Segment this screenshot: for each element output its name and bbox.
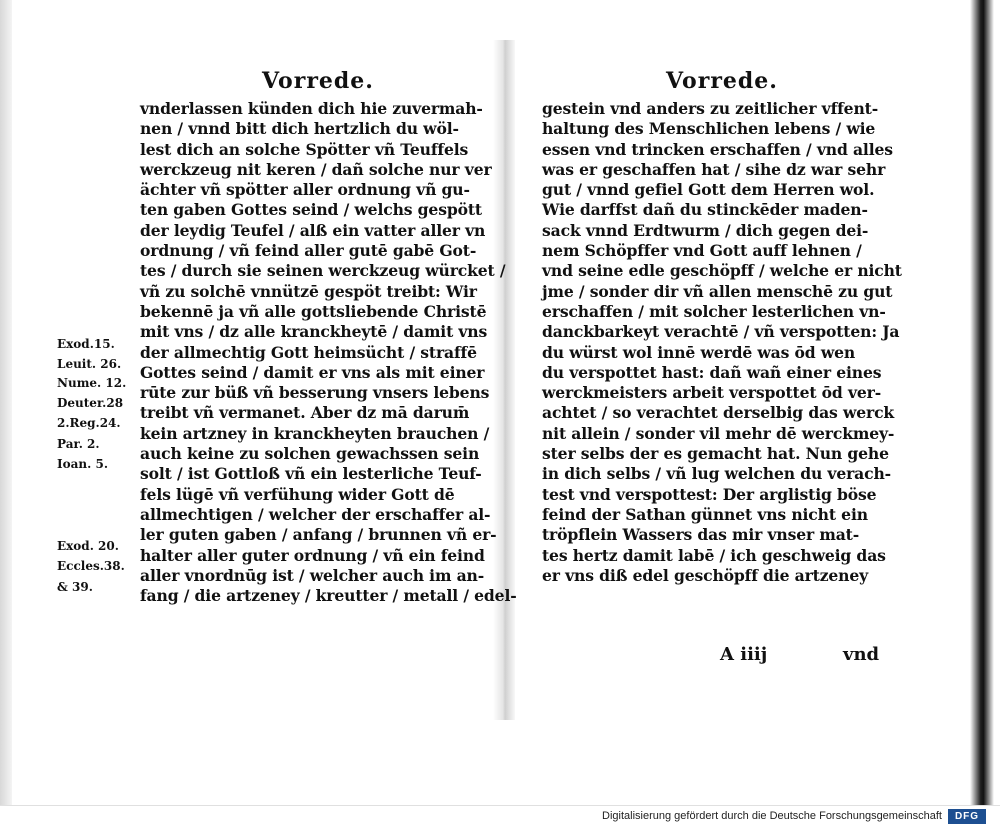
right-text-line: ster selbs der es gemacht hat. Nun gehe (542, 444, 889, 464)
right-text-line: sack vnnd Erdtwurm / dich gegen dei- (542, 220, 869, 240)
signature-mark: A iiij (720, 644, 768, 665)
margin-note: Exod.15. (57, 337, 115, 351)
left-text-line: solt / ist Gottloß vñ ein lesterliche Teuf- (140, 464, 482, 484)
right-text-line: tes hertz damit labē / ich geschweig das (542, 545, 886, 565)
right-text-line: was er geschaffen hat / sihe dz war sehr (542, 159, 886, 179)
left-text-line: der allmechtig Gott heimsücht / straffē (140, 342, 477, 362)
left-text-line: ächter vñ spötter aller ordnung vñ gu- (140, 180, 470, 200)
left-text-line: lest dich an solche Spötter vñ Teuffels (140, 139, 469, 159)
left-text-line: mit vns / dz alle kranckheytē / damit vns (140, 322, 488, 342)
right-running-head: Vorrede. (666, 68, 778, 94)
right-text-line: in dich selbs / vñ lug welchen du verach- (542, 464, 891, 484)
left-text-line: kein artzney in kranckheyten brauchen / (140, 423, 490, 443)
left-text-line: rūte zur büß vñ besserung vnsers lebens (140, 383, 490, 403)
right-text-line: du verspottet hast: dañ wañ einer eines (542, 362, 882, 382)
left-text-line: auch keine zu solchen gewachssen sein (140, 444, 480, 464)
right-text-line: nit allein / sonder vil mehr dē werckmey- (542, 423, 895, 443)
catchword: vnd (843, 644, 880, 665)
margin-note: Deuter.28 (57, 396, 124, 410)
left-margin-notes (57, 0, 137, 828)
left-text-line: der leydig Teufel / alß ein vatter aller vn (140, 220, 486, 240)
right-text-line: gestein vnd anders zu zeitlicher vffent- (542, 99, 879, 118)
right-text-line: test vnd verspottest: Der arglistig böse (542, 484, 877, 504)
left-text-line: nen / vnnd bitt dich hertzlich du wöl- (140, 119, 459, 139)
margin-note: Ioan. 5. (57, 457, 108, 471)
right-text-line: nem Schöpffer vnd Gott auff lehnen / (542, 241, 862, 261)
left-text-line: allmechtigen / welcher der erschaffer al- (140, 504, 491, 524)
signature-row (720, 644, 767, 665)
right-text-line: haltung des Menschlichen lebens / wie (542, 119, 876, 139)
left-text-line: vñ zu solchē vnnützē gespöt treibt: Wir (140, 281, 477, 301)
margin-note: Exod. 20. (57, 539, 119, 553)
left-text-line: ordnung / vñ feind aller gutē gabē Got- (140, 241, 477, 261)
left-text-line: werckzeug nit keren / dañ solche nur ver (140, 159, 492, 179)
right-text-line: werckmeisters arbeit verspottet ōd ver- (542, 383, 882, 403)
right-text-line: achtet / so verachtet derselbig das werck (542, 403, 895, 423)
left-text-line: fang / die artzeney / kreutter / metall / edel- (140, 586, 517, 606)
catchword-row (843, 644, 879, 665)
left-text-line: Gottes seind / damit er vns als mit einer (140, 362, 485, 382)
left-text-line: treibt vñ vermanet. Aber dz mā darum̄ (140, 403, 470, 423)
margin-note: & 39. (57, 580, 93, 594)
right-text-line: du würst wol innē werdē was ōd wen (542, 342, 856, 362)
scan-edge-right (970, 0, 1000, 828)
left-text-line: tes / durch sie seinen werckzeug würcket / (140, 261, 506, 281)
right-text-line: erschaffen / mit solcher lesterlichen vn- (542, 301, 886, 321)
right-text-line: jme / sonder dir vñ allen menschē zu gut (542, 281, 893, 301)
right-page-text (542, 99, 902, 586)
margin-note: 2.Reg.24. (57, 416, 121, 430)
left-page-text (140, 99, 517, 606)
left-text-line: vnderlassen künden dich hie zuvermah- (140, 99, 483, 118)
right-text-line: tröpflein Wassers das mir vnser mat- (542, 525, 860, 545)
left-text-line: ten gaben Gottes seind / welchs gespött (140, 200, 482, 220)
footer-credit: Digitalisierung gefördert durch die Deutsche Forschungsgemeinschaft (602, 810, 942, 822)
right-text-line: er vns diß edel geschöpff die artzeney (542, 565, 869, 585)
dfg-logo: DFG (948, 809, 986, 824)
digitization-footer (0, 805, 1000, 828)
right-text-line: vnd seine edle geschöpff / welche er nicht (542, 261, 902, 281)
scan-edge-left (0, 0, 12, 828)
right-text-line: feind der Sathan günnet vns nicht ein (542, 504, 868, 524)
left-text-line: bekennē ja vñ alle gottsliebende Christē (140, 301, 487, 321)
left-text-line: fels lügē vñ verfühung wider Gott dē (140, 484, 455, 504)
margin-note: Nume. 12. (57, 376, 127, 390)
left-text-line: halter aller guter ordnung / vñ ein feind (140, 545, 485, 565)
left-text-line: aller vnordnūg ist / welcher auch im an- (140, 565, 485, 585)
margin-note: Leuit. 26. (57, 357, 122, 371)
margin-note: Eccles.38. (57, 559, 125, 573)
right-text-line: Wie darffst dañ du stinckēder maden- (542, 200, 868, 220)
margin-note: Par. 2. (57, 437, 100, 451)
right-text-line: danckbarkeyt verachtē / vñ verspotten: Ja (542, 322, 900, 342)
right-text-line: essen vnd trincken erschaffen / vnd alles (542, 139, 893, 159)
left-running-head: Vorrede. (262, 68, 374, 94)
right-text-line: gut / vnnd gefiel Gott dem Herren wol. (542, 180, 875, 200)
left-text-line: ler guten gaben / anfang / brunnen vñ er- (140, 525, 497, 545)
